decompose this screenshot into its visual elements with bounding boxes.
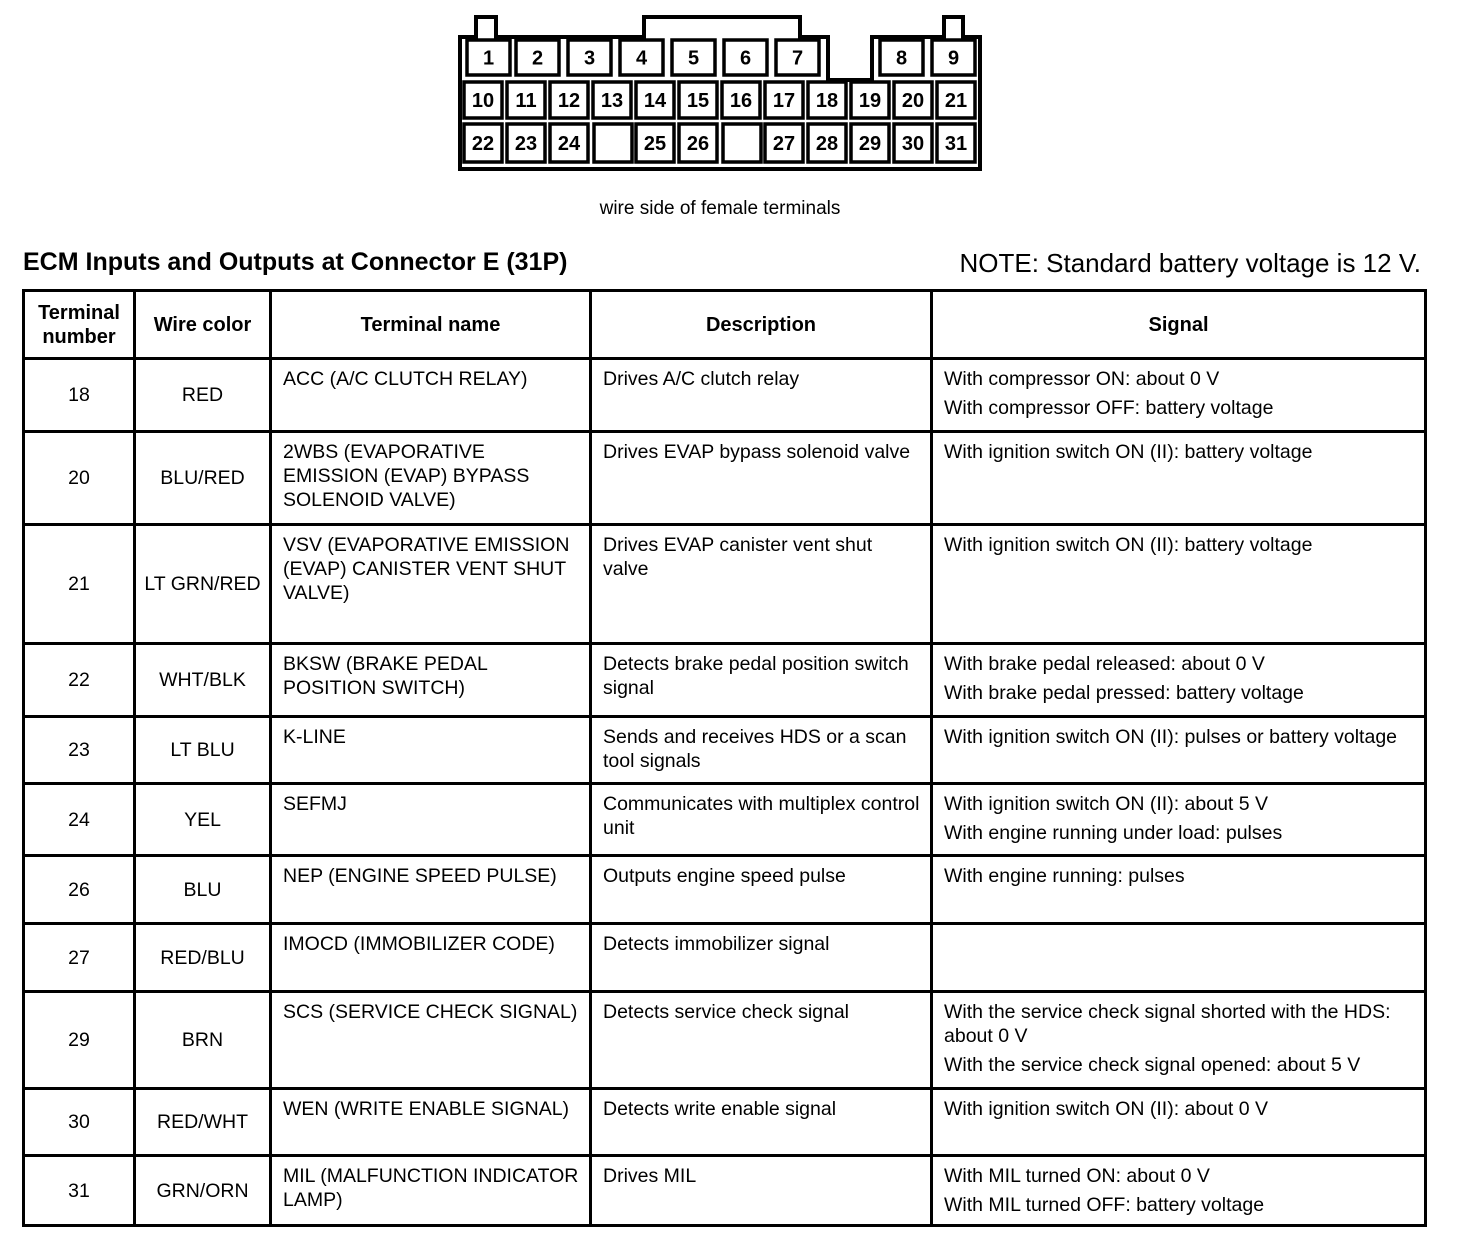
wire-color-cell: RED/BLU bbox=[135, 924, 271, 992]
signal-line: With the service check signal shorted with the HDS: about 0 V bbox=[944, 1001, 1391, 1047]
signal-cell bbox=[932, 432, 1426, 525]
description-cell: Drives EVAP canister vent shut valve bbox=[591, 525, 932, 644]
description-cell: Drives EVAP bypass solenoid valve bbox=[591, 432, 932, 525]
signal-line: With engine running under load: pulses bbox=[944, 822, 1283, 844]
terminal-number: 28 bbox=[815, 133, 839, 155]
wire-color-cell: RED bbox=[135, 359, 271, 432]
description-cell: Outputs engine speed pulse bbox=[591, 856, 932, 924]
signal-cell bbox=[932, 359, 1426, 432]
terminal-number-cell: 24 bbox=[24, 784, 135, 856]
signal-cell bbox=[932, 1089, 1426, 1156]
wire-color-cell: RED/WHT bbox=[135, 1089, 271, 1156]
terminal-number-cell: 21 bbox=[24, 525, 135, 644]
terminal-name-cell: WEN (WRITE ENABLE SIGNAL) bbox=[271, 1089, 591, 1156]
terminal-name-cell: VSV (EVAPORATIVE EMISSION (EVAP) CANISTER VENT SHUT VALVE) bbox=[271, 525, 591, 644]
terminal-number-cell: 20 bbox=[24, 432, 135, 525]
signal-line: With ignition switch ON (II): about 5 V bbox=[944, 793, 1269, 815]
header-wire-color: Wire color bbox=[135, 291, 271, 359]
wire-color-cell: YEL bbox=[135, 784, 271, 856]
terminal-number: 13 bbox=[600, 90, 624, 112]
description-cell: Drives MIL bbox=[591, 1156, 932, 1226]
signal-cell bbox=[932, 924, 1426, 992]
terminal-number: 12 bbox=[557, 90, 581, 112]
terminal-number: 1 bbox=[482, 47, 495, 70]
io-table bbox=[22, 289, 1427, 1227]
terminal-number-cell: 26 bbox=[24, 856, 135, 924]
wire-color-cell: BLU/RED bbox=[135, 432, 271, 525]
terminal-name-cell: BKSW (BRAKE PEDAL POSITION SWITCH) bbox=[271, 644, 591, 717]
description-cell: Drives A/C clutch relay bbox=[591, 359, 932, 432]
description-cell: Detects brake pedal position switch signal bbox=[591, 644, 932, 717]
terminal-number: 2 bbox=[531, 47, 544, 70]
terminal-number: 25 bbox=[643, 133, 667, 155]
wire-color-cell: GRN/ORN bbox=[135, 1156, 271, 1226]
terminal-number-cell: 27 bbox=[24, 924, 135, 992]
terminal-name-cell: ACC (A/C CLUTCH RELAY) bbox=[271, 359, 591, 432]
terminal-number-cell: 29 bbox=[24, 992, 135, 1089]
table-row bbox=[24, 924, 1426, 992]
signal-line: With brake pedal released: about 0 V bbox=[944, 653, 1265, 675]
signal-line: With compressor ON: about 0 V bbox=[944, 368, 1220, 390]
signal-line: With brake pedal pressed: battery voltage bbox=[944, 682, 1304, 704]
header-signal: Signal bbox=[932, 291, 1426, 359]
blank-cavity bbox=[723, 124, 761, 162]
terminal-number: 11 bbox=[515, 90, 537, 112]
signal-line: With ignition switch ON (II): battery voltage bbox=[944, 534, 1313, 556]
table-row bbox=[24, 1156, 1426, 1226]
terminal-number-cell: 30 bbox=[24, 1089, 135, 1156]
terminal-name-cell: NEP (ENGINE SPEED PULSE) bbox=[271, 856, 591, 924]
terminal-name-cell: SEFMJ bbox=[271, 784, 591, 856]
header-terminal-name: Terminal name bbox=[271, 291, 591, 359]
terminal-number: 10 bbox=[471, 90, 495, 112]
terminal-name-cell: SCS (SERVICE CHECK SIGNAL) bbox=[271, 992, 591, 1089]
wire-color-cell: WHT/BLK bbox=[135, 644, 271, 717]
table-row bbox=[24, 432, 1426, 525]
terminal-number-cell: 22 bbox=[24, 644, 135, 717]
table-row bbox=[24, 992, 1426, 1089]
terminal-number: 8 bbox=[895, 47, 908, 70]
table-row bbox=[24, 644, 1426, 717]
connector-caption: wire side of female terminals bbox=[599, 198, 841, 219]
signal-cell bbox=[932, 717, 1426, 784]
table-row bbox=[24, 784, 1426, 856]
signal-line: With ignition switch ON (II): battery voltage bbox=[944, 441, 1313, 463]
terminal-number: 19 bbox=[858, 90, 882, 112]
terminal-number: 18 bbox=[815, 90, 839, 112]
voltage-note: NOTE: Standard battery voltage is 12 V. bbox=[959, 248, 1421, 278]
terminal-name-cell: 2WBS (EVAPORATIVE EMISSION (EVAP) BYPASS SOLENOID VALVE) bbox=[271, 432, 591, 525]
terminal-number: 3 bbox=[583, 47, 596, 70]
terminal-number: 6 bbox=[739, 47, 752, 70]
terminal-number: 5 bbox=[687, 47, 700, 70]
terminal-number: 23 bbox=[514, 133, 538, 155]
terminal-number: 9 bbox=[947, 47, 960, 70]
table-row bbox=[24, 856, 1426, 924]
header-terminal-line2: number bbox=[42, 325, 116, 348]
terminal-number-cell: 18 bbox=[24, 359, 135, 432]
wire-color-cell: BRN bbox=[135, 992, 271, 1089]
signal-cell bbox=[932, 644, 1426, 717]
table-row bbox=[24, 1089, 1426, 1156]
terminal-number: 21 bbox=[944, 90, 968, 112]
signal-line: With engine running: pulses bbox=[944, 865, 1185, 887]
terminal-number: 27 bbox=[772, 133, 796, 155]
table-row bbox=[24, 525, 1426, 644]
signal-line: With MIL turned OFF: battery voltage bbox=[944, 1194, 1265, 1216]
description-cell: Detects immobilizer signal bbox=[591, 924, 932, 992]
signal-line: With MIL turned ON: about 0 V bbox=[944, 1165, 1210, 1187]
terminal-number: 4 bbox=[635, 47, 648, 70]
terminal-number-cell: 31 bbox=[24, 1156, 135, 1226]
terminal-number: 16 bbox=[729, 90, 753, 112]
signal-line: With the service check signal opened: about 5 V bbox=[944, 1054, 1361, 1076]
terminal-number: 24 bbox=[557, 133, 581, 155]
wire-color-cell: LT BLU bbox=[135, 717, 271, 784]
signal-cell bbox=[932, 525, 1426, 644]
description-cell: Detects write enable signal bbox=[591, 1089, 932, 1156]
terminal-number-cell: 23 bbox=[24, 717, 135, 784]
terminal-name-cell: K-LINE bbox=[271, 717, 591, 784]
terminal-number: 29 bbox=[858, 133, 882, 155]
description-cell: Sends and receives HDS or a scan tool signals bbox=[591, 717, 932, 784]
terminal-number: 22 bbox=[471, 133, 495, 155]
page-title: ECM Inputs and Outputs at Connector E (31P) bbox=[23, 248, 568, 276]
terminal-number: 15 bbox=[686, 90, 710, 112]
wire-color-cell: LT GRN/RED bbox=[135, 525, 271, 644]
signal-cell bbox=[932, 784, 1426, 856]
header-description: Description bbox=[591, 291, 932, 359]
header-terminal-line1: Terminal bbox=[38, 301, 120, 324]
terminal-number: 14 bbox=[643, 90, 667, 112]
connector-diagram bbox=[0, 0, 1472, 190]
table-row bbox=[24, 717, 1426, 784]
signal-cell bbox=[932, 856, 1426, 924]
terminal-number: 20 bbox=[901, 90, 925, 112]
terminal-number: 17 bbox=[772, 90, 796, 112]
signal-cell bbox=[932, 992, 1426, 1089]
terminal-name-cell: MIL (MALFUNCTION INDICATOR LAMP) bbox=[271, 1156, 591, 1226]
terminal-number: 26 bbox=[686, 133, 710, 155]
terminal-number: 7 bbox=[791, 47, 804, 70]
terminal-number: 30 bbox=[901, 133, 925, 155]
signal-line: With compressor OFF: battery voltage bbox=[944, 397, 1274, 419]
signal-line: With ignition switch ON (II): about 0 V bbox=[944, 1098, 1269, 1120]
description-cell: Communicates with multiplex control unit bbox=[591, 784, 932, 856]
blank-cavity bbox=[594, 124, 632, 162]
description-cell: Detects service check signal bbox=[591, 992, 932, 1089]
header-row bbox=[24, 291, 1426, 359]
terminal-name-cell: IMOCD (IMMOBILIZER CODE) bbox=[271, 924, 591, 992]
header-terminal-number bbox=[24, 291, 135, 359]
signal-line: With ignition switch ON (II): pulses or battery voltage bbox=[944, 726, 1398, 748]
terminal-number: 31 bbox=[944, 133, 968, 155]
table-row bbox=[24, 359, 1426, 432]
signal-cell bbox=[932, 1156, 1426, 1226]
wire-color-cell: BLU bbox=[135, 856, 271, 924]
